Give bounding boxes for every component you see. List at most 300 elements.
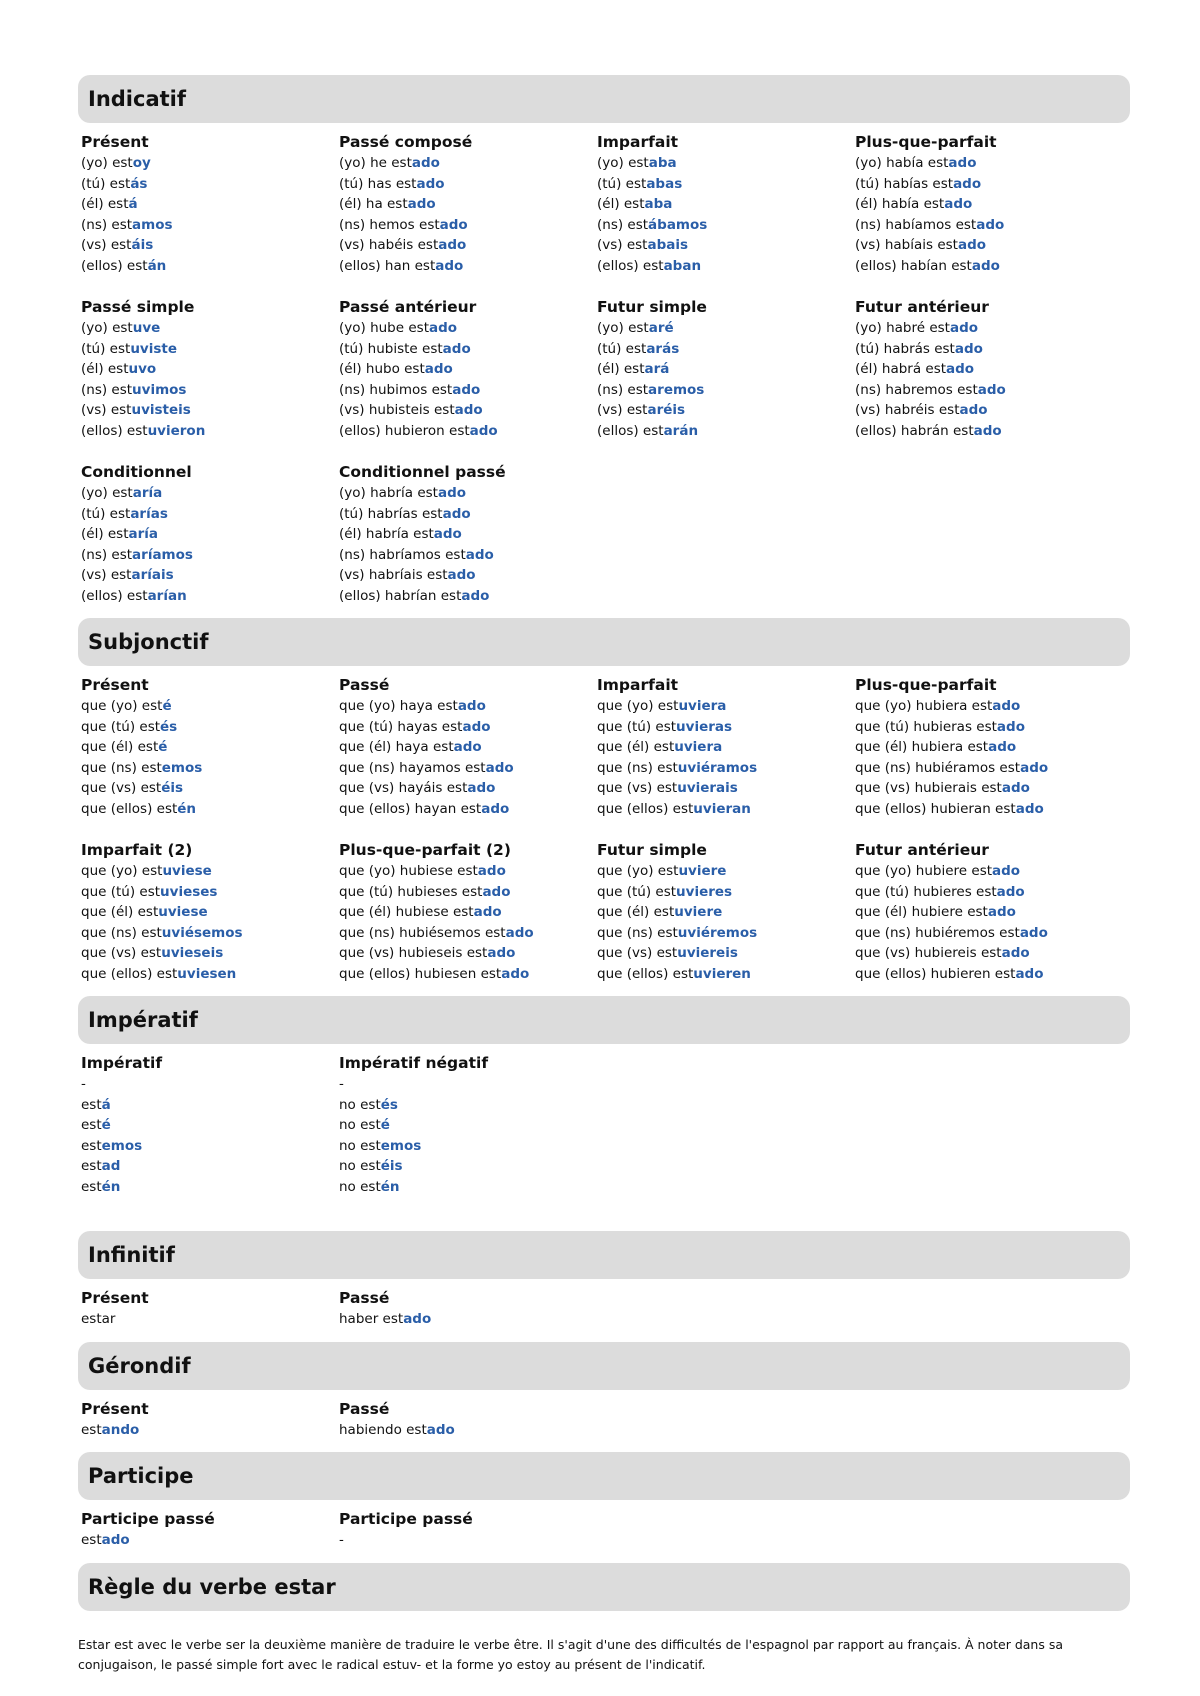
form-stem: que (ellos) est <box>81 965 178 982</box>
form-stem: (él) est <box>81 361 129 377</box>
tense-block <box>81 839 339 992</box>
conjugated-form <box>81 882 339 903</box>
form-stem: (él) habría est <box>339 526 434 542</box>
section-participe <box>78 1452 1130 1563</box>
conjugated-form <box>597 882 855 903</box>
form-stem: (yo) est <box>597 155 649 171</box>
form-stem: que (ns) est <box>81 924 162 941</box>
conjugated-form <box>81 153 339 174</box>
conjugated-form <box>855 758 1113 779</box>
conjugated-form <box>855 696 1113 717</box>
form-ending: ado <box>996 718 1025 735</box>
form-stem: que (yo) est <box>81 698 163 714</box>
form-ending: ado <box>403 1311 432 1327</box>
form-stem: que (tú) est <box>81 883 161 900</box>
tense-title: Passé composé <box>339 133 473 151</box>
conjugated-form <box>855 153 1113 174</box>
form-stem: (tú) est <box>81 175 131 192</box>
conjugated-form <box>339 153 597 174</box>
form-stem: haber est <box>339 1311 404 1327</box>
form-ending: ado <box>948 155 977 171</box>
conjugated-form <box>81 318 339 339</box>
form-ending: aréis <box>647 402 686 418</box>
form-ending: ado <box>482 883 511 900</box>
form-stem: (él) est <box>597 361 645 377</box>
conjugated-form <box>855 400 1113 421</box>
form-ending: ado <box>411 155 440 171</box>
conjugated-form <box>855 194 1113 215</box>
form-stem: (tú) has est <box>339 175 417 192</box>
conjugated-form <box>597 359 855 380</box>
conjugated-form <box>855 717 1113 738</box>
conjugated-form <box>81 737 339 758</box>
form-stem: (él) habrá est <box>855 361 947 377</box>
conjugated-form <box>81 421 339 442</box>
conjugated-form <box>339 483 597 504</box>
form-stem: que (yo) haya est <box>339 698 458 714</box>
form-ending: uviere <box>678 863 727 879</box>
conjugated-form <box>81 235 339 256</box>
form-ending: ado <box>953 175 982 192</box>
form-stem: que (vs) hubieseis est <box>339 945 488 961</box>
conjugated-form <box>339 235 597 256</box>
form-ending: ado <box>501 965 530 982</box>
conjugated-form <box>339 339 597 360</box>
form-stem: que (ellos) hubieren est <box>855 965 1016 982</box>
conjugated-form <box>339 799 597 820</box>
conjugated-form <box>81 1095 339 1116</box>
form-ending: aré <box>648 320 674 336</box>
conjugated-form <box>339 359 597 380</box>
section-header: Indicatif <box>78 75 1130 123</box>
tense-block <box>81 296 339 449</box>
conjugated-form <box>81 1530 339 1551</box>
section-header: Participe <box>78 1452 1130 1500</box>
form-ending: amos <box>132 216 173 233</box>
conjugated-form <box>339 923 597 944</box>
form-ending: ado <box>971 257 1000 274</box>
conjugated-form <box>855 778 1113 799</box>
tense-title: Futur simple <box>597 298 707 316</box>
form-stem: (yo) est <box>81 320 133 336</box>
form-stem: que (ns) hubiésemos est <box>339 924 506 941</box>
tense-row <box>78 666 1130 831</box>
tense-title: Présent <box>81 133 149 151</box>
tense-block <box>339 839 597 992</box>
form-ending: ado <box>1019 924 1048 941</box>
conjugated-form <box>339 1156 597 1177</box>
conjugated-form <box>339 194 597 215</box>
form-ending: arán <box>663 422 699 439</box>
form-ending: ado <box>485 759 514 776</box>
form-stem: que (tú) est <box>597 883 677 900</box>
section-header: Infinitif <box>78 1231 1130 1279</box>
tense-title: Présent <box>81 1399 149 1418</box>
form-stem: que (yo) est <box>597 863 679 879</box>
conjugated-form <box>339 524 597 545</box>
form-ending: ado <box>467 780 496 796</box>
conjugated-form <box>597 861 855 882</box>
conjugated-form <box>81 339 339 360</box>
conjugated-form <box>81 1177 339 1198</box>
form-ending: uvo <box>128 361 157 377</box>
form-ending: ado <box>469 422 498 439</box>
form-stem: que (ns) hubiéremos est <box>855 924 1020 941</box>
tense-title: Participe passé <box>81 1510 215 1528</box>
section-spacer <box>78 1209 1130 1231</box>
conjugated-form <box>597 380 855 401</box>
form-stem: (yo) est <box>81 155 133 171</box>
form-ending: uviereis <box>677 945 738 961</box>
tense-row <box>78 1279 1130 1342</box>
conjugated-form <box>339 256 597 277</box>
conjugated-form <box>81 400 339 421</box>
conjugated-form <box>81 483 339 504</box>
form-ending: abais <box>647 237 689 253</box>
form-stem: (él) est <box>81 526 129 542</box>
conjugation-page <box>78 75 1130 1688</box>
form-stem: (vs) est <box>597 237 648 253</box>
form-stem: est <box>81 1117 102 1133</box>
form-ending: á <box>128 196 138 212</box>
form-ending: ás <box>130 175 148 192</box>
form-stem: est <box>81 1178 102 1195</box>
tense-block <box>597 131 855 284</box>
form-stem: habiendo est <box>339 1421 427 1438</box>
form-stem: est <box>81 1158 102 1174</box>
form-stem: estar <box>81 1311 116 1327</box>
conjugated-form <box>855 882 1113 903</box>
form-stem: (él) ha est <box>339 196 408 212</box>
conjugated-form <box>81 545 339 566</box>
form-ending: é <box>101 1117 111 1133</box>
tense-title: Imparfait <box>597 133 679 151</box>
form-ending: ado <box>487 945 516 961</box>
form-ending: áis <box>131 237 154 253</box>
form-stem: que (él) est <box>597 904 675 920</box>
form-stem: (tú) est <box>597 340 647 357</box>
tense-title: Passé antérieur <box>339 298 477 316</box>
form-stem: (vs) habéis est <box>339 237 439 253</box>
conjugated-form <box>81 1074 339 1095</box>
conjugated-form <box>855 318 1113 339</box>
form-stem: (ns) hubimos est <box>339 381 453 398</box>
form-stem: que (tú) est <box>81 718 161 735</box>
form-ending: uvieran <box>693 800 751 817</box>
form-stem: (ellos) hubieron est <box>339 422 470 439</box>
form-stem: que (yo) hubiera est <box>855 698 993 714</box>
form-ending: á <box>101 1096 111 1113</box>
conjugated-form <box>339 504 597 525</box>
form-stem: (ellos) est <box>81 257 148 274</box>
conjugated-form <box>855 923 1113 944</box>
conjugated-form <box>597 943 855 964</box>
tense-title: Passé <box>339 676 390 694</box>
form-ending: én <box>177 800 197 817</box>
form-stem: que (ns) est <box>597 924 678 941</box>
tense-block <box>855 296 1113 449</box>
form-ending: ado <box>987 904 1016 920</box>
tense-title: Passé <box>339 1289 390 1307</box>
tense-row <box>78 453 1130 618</box>
form-stem: que (él) est <box>81 739 159 755</box>
tense-block <box>855 131 1113 284</box>
form-ending: uviera <box>678 698 727 714</box>
conjugated-form <box>81 256 339 277</box>
tense-title: Futur antérieur <box>855 298 989 316</box>
form-stem: est <box>81 1421 102 1438</box>
form-ending: ado <box>453 739 482 755</box>
form-ending: ado <box>447 567 476 583</box>
form-ending: aría <box>132 485 163 501</box>
form-stem: que (vs) hayáis est <box>339 780 468 796</box>
conjugated-form <box>339 1095 597 1116</box>
form-ending: ado <box>101 1532 130 1548</box>
form-ending: uviera <box>674 739 723 755</box>
form-stem: (tú) habías est <box>855 175 954 192</box>
form-stem: (tú) habrías est <box>339 505 443 522</box>
section-header: Subjonctif <box>78 618 1130 666</box>
form-stem: (yo) habré est <box>855 320 950 336</box>
form-ending: ado <box>946 361 975 377</box>
tense-block <box>597 296 855 449</box>
tense-row <box>78 288 1130 453</box>
conjugated-form <box>81 174 339 195</box>
form-stem: que (él) hubiese est <box>339 904 474 920</box>
form-ending: ado <box>442 340 471 357</box>
form-stem: que (vs) est <box>597 780 678 796</box>
tense-title: Présent <box>81 1289 149 1307</box>
conjugated-form <box>339 586 597 607</box>
form-ending: é <box>158 739 168 755</box>
section-subjonctif <box>78 618 1130 996</box>
form-stem: que (tú) hubieres est <box>855 883 997 900</box>
conjugated-form <box>855 339 1113 360</box>
form-ending: ado <box>973 422 1002 439</box>
form-ending: éis <box>380 1158 403 1174</box>
section-indicatif <box>78 75 1130 618</box>
form-ending: aríamos <box>132 546 193 563</box>
conjugated-form <box>339 737 597 758</box>
form-stem: (ellos) est <box>81 422 148 439</box>
form-stem: (yo) he est <box>339 155 412 171</box>
conjugated-form <box>81 758 339 779</box>
tense-row <box>78 1500 1130 1563</box>
form-ending: uviéremos <box>677 924 758 941</box>
conjugated-form <box>597 153 855 174</box>
form-ending: ado <box>1015 800 1044 817</box>
tense-title: Passé <box>339 1399 390 1418</box>
form-ending: emos <box>380 1137 422 1154</box>
conjugated-form <box>81 696 339 717</box>
form-stem: no est <box>339 1178 381 1195</box>
form-stem: (vs) est <box>81 567 132 583</box>
form-ending: ado <box>433 526 462 542</box>
conjugated-form <box>339 421 597 442</box>
form-stem: que (ellos) est <box>597 965 694 982</box>
form-ending: uvieren <box>693 965 751 982</box>
form-stem: (ns) habremos est <box>855 381 978 398</box>
form-ending: uve <box>132 320 161 336</box>
conjugated-form <box>597 400 855 421</box>
conjugated-form <box>81 799 339 820</box>
form-ending: ado <box>429 320 458 336</box>
form-ending: uviste <box>130 340 177 357</box>
form-stem: (él) había est <box>855 196 945 212</box>
form-ending: ado <box>442 505 471 522</box>
tense-row <box>78 123 1130 288</box>
conjugated-form <box>855 256 1113 277</box>
conjugated-form <box>81 380 339 401</box>
form-stem: que (ns) est <box>597 759 678 776</box>
form-ending: ado <box>424 361 453 377</box>
conjugated-form <box>339 565 597 586</box>
form-ending: é <box>162 698 172 714</box>
tense-title: Conditionnel <box>81 463 192 481</box>
form-stem: est <box>81 1137 102 1154</box>
form-ending: ado <box>1020 759 1049 776</box>
form-ending: uvieseis <box>161 945 224 961</box>
form-stem: no est <box>339 1117 381 1133</box>
form-stem: que (vs) hubiereis est <box>855 945 1002 961</box>
tense-block <box>597 674 855 827</box>
conjugated-form <box>339 380 597 401</box>
form-stem: que (ns) hayamos est <box>339 759 486 776</box>
conjugated-form <box>597 421 855 442</box>
tense-title: Impératif négatif <box>339 1054 489 1072</box>
form-stem: (vs) hubisteis est <box>339 402 455 418</box>
conjugated-form <box>81 586 339 607</box>
conjugated-form <box>597 758 855 779</box>
form-ending: uviesen <box>177 965 237 982</box>
section-rule <box>78 1563 1130 1676</box>
conjugated-form <box>855 174 1113 195</box>
conjugated-form <box>339 943 597 964</box>
conjugated-form <box>81 778 339 799</box>
conjugated-form <box>339 964 597 985</box>
conjugated-form <box>855 235 1113 256</box>
form-ending: ado <box>416 175 445 192</box>
form-ending: uvisteis <box>131 402 191 418</box>
conjugated-form <box>855 359 1113 380</box>
tense-title: Conditionnel passé <box>339 463 506 481</box>
form-stem: que (él) haya est <box>339 739 454 755</box>
form-ending: ado <box>462 718 491 735</box>
form-stem: (vs) habréis est <box>855 402 960 418</box>
conjugated-form <box>339 318 597 339</box>
form-ending: uvieras <box>676 718 733 735</box>
form-stem: que (él) hubiere est <box>855 904 988 920</box>
conjugated-form <box>81 943 339 964</box>
conjugated-form <box>339 1115 597 1136</box>
conjugated-form <box>597 923 855 944</box>
form-ending: uviese <box>162 863 212 879</box>
form-ending: uvimos <box>132 381 187 398</box>
form-ending: uvieres <box>676 883 733 900</box>
form-stem: (tú) hubiste est <box>339 340 443 357</box>
form-ending: ado <box>473 904 502 920</box>
tense-title: Imparfait (2) <box>81 841 193 859</box>
form-ending: ado <box>426 1421 455 1438</box>
form-ending: uvieron <box>147 422 206 439</box>
form-stem: que (yo) est <box>597 698 679 714</box>
form-ending: ábamos <box>648 216 708 233</box>
conjugated-form <box>855 215 1113 236</box>
conjugated-form <box>339 882 597 903</box>
form-ending: és <box>380 1096 398 1113</box>
conjugated-form <box>339 902 597 923</box>
form-ending: emos <box>101 1137 143 1154</box>
conjugated-form <box>597 737 855 758</box>
form-stem: (vs) habríais est <box>339 567 448 583</box>
form-ending: ado <box>477 863 506 879</box>
form-ending: ado <box>461 587 490 604</box>
tense-row <box>78 1390 1130 1453</box>
tense-block <box>81 674 339 827</box>
tense-title: Passé simple <box>81 298 195 316</box>
conjugated-form <box>855 902 1113 923</box>
form-stem: que (ellos) est <box>597 800 694 817</box>
conjugated-form <box>81 1420 339 1441</box>
conjugated-form <box>81 964 339 985</box>
form-ending: ará <box>644 361 670 377</box>
form-ending: uviésemos <box>161 924 243 941</box>
form-ending: ando <box>101 1421 140 1438</box>
form-stem: (ellos) habían est <box>855 257 972 274</box>
form-ending: aría <box>128 526 159 542</box>
form-ending: ado <box>992 863 1021 879</box>
conjugated-form <box>339 861 597 882</box>
conjugated-form <box>597 799 855 820</box>
form-stem: no est <box>339 1137 381 1154</box>
tense-block <box>81 1398 339 1449</box>
form-stem: que (tú) hayas est <box>339 718 463 735</box>
tense-block <box>81 1508 339 1559</box>
form-stem: (ns) habríamos est <box>339 546 466 563</box>
conjugated-form <box>81 1309 339 1330</box>
conjugated-form <box>597 194 855 215</box>
form-stem: (ellos) est <box>597 257 664 274</box>
form-ending: ado <box>959 402 988 418</box>
form-stem: (ellos) est <box>597 422 664 439</box>
tense-block <box>339 674 597 827</box>
form-ending: ado <box>1001 780 1030 796</box>
form-ending: oy <box>132 155 151 171</box>
form-ending: án <box>147 257 167 274</box>
form-ending: ado <box>439 216 468 233</box>
tense-row <box>78 1044 1130 1209</box>
form-stem: que (tú) hubieras est <box>855 718 997 735</box>
tense-block <box>81 131 339 284</box>
conjugated-form <box>597 174 855 195</box>
form-stem: que (ns) est <box>81 759 162 776</box>
form-stem: (vs) habíais est <box>855 237 958 253</box>
form-stem: (ellos) han est <box>339 257 436 274</box>
form-ending: ado <box>988 739 1017 755</box>
conjugated-form <box>81 359 339 380</box>
form-ending: ado <box>1001 945 1030 961</box>
conjugated-form <box>597 696 855 717</box>
form-stem: que (él) est <box>597 739 675 755</box>
form-stem: (ns) est <box>81 381 133 398</box>
form-ending: uvierais <box>677 780 738 796</box>
conjugated-form <box>81 861 339 882</box>
form-ending: aba <box>644 196 673 212</box>
form-stem: que (vs) est <box>597 945 678 961</box>
tense-block <box>339 1287 597 1338</box>
form-stem: (vs) est <box>597 402 648 418</box>
conjugated-form <box>339 758 597 779</box>
